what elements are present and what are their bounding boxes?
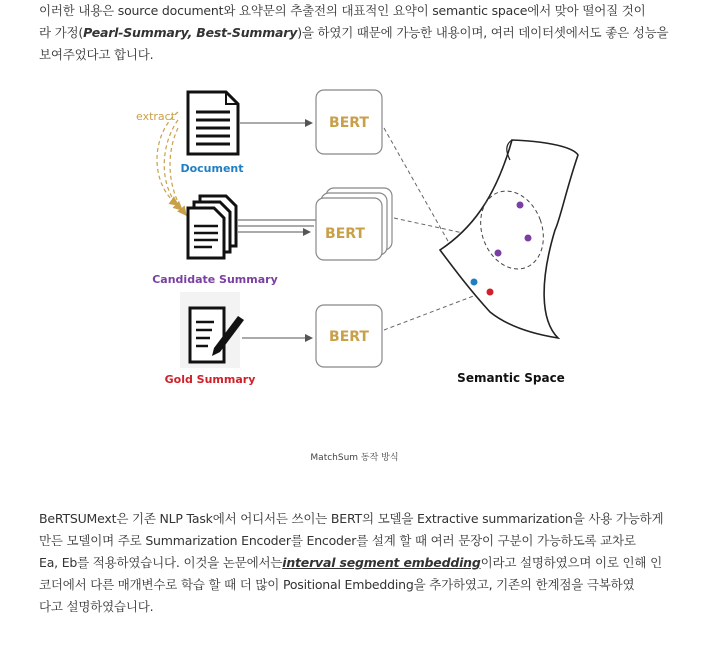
bert-box-candidate-stack (316, 188, 392, 260)
document-icon (188, 92, 238, 154)
document-label: Document (180, 162, 244, 175)
body-line-2: 만든 모델이며 주로 Summarization Encoder를 Encoder를 설계 할 때 여러 문장이 구분이 가능하도록 교차로 (39, 533, 636, 548)
bert-label-gold: BERT (329, 329, 369, 345)
semantic-space-label: Semantic Space (457, 371, 565, 385)
intro-line-2 (39, 22, 679, 44)
interval-segment-embedding-emphasis: interval segment embedding (282, 555, 481, 570)
document-point (471, 279, 478, 286)
pearl-best-summary-emphasis: Pearl-Summary, Best-Summary (83, 25, 298, 40)
bert-label-candidate: BERT (325, 226, 365, 242)
candidate-point-2 (525, 235, 532, 242)
intro-line-1: 이러한 내용은 source document와 요약문의 추출전의 대표적인 요약이 semantic space에서 맞아 떨어질 것이 (39, 3, 646, 18)
body-line-5: 다고 설명하였습니다. (39, 599, 154, 614)
intro-paragraph (39, 0, 679, 66)
gold-summary-icon (180, 292, 244, 368)
bertsumext-paragraph (39, 508, 679, 618)
candidate-summary-icon (188, 196, 236, 258)
body-line-4: 코더에서 다른 매개변수로 학습 할 때 더 많이 Positional Embedding을 추가하였고, 기존의 한계점을 극복하였 (39, 577, 635, 592)
intro-line-3: 보여주었다고 합니다. (39, 47, 154, 62)
body-line-3-after: 이라고 설명하였으며 이로 인해 인 (480, 555, 662, 570)
candidate-to-bert-arrows (238, 220, 318, 232)
extract-label: extract (136, 110, 176, 123)
intro-line-2-before: 라 가정( (39, 25, 84, 40)
intro-line-2-after: )을 하였기 때문에 가능한 내용이며, 여러 데이터셋에서도 좋은 성능을 (297, 25, 669, 40)
candidate-summary-label: Candidate Summary (152, 273, 278, 286)
body-line-1: BeRTSUMext은 기존 NLP Task에서 어디서든 쓰이는 BERT의 모델을 Extractive summarization을 사용 가능하게 (39, 511, 664, 526)
semantic-space-surface (440, 140, 578, 338)
matchsum-diagram (0, 80, 709, 400)
gold-point (487, 289, 494, 296)
body-line-3-before: Ea, Eb를 적용하였습니다. 이것을 논문에서는 (39, 555, 283, 570)
gold-summary-label: Gold Summary (164, 373, 256, 386)
body-line-3 (39, 552, 679, 574)
candidate-point-3 (495, 250, 502, 257)
bert-label-document: BERT (329, 115, 369, 131)
figure-caption: MatchSum 동작 방식 (310, 453, 399, 463)
candidate-point-1 (517, 202, 524, 209)
